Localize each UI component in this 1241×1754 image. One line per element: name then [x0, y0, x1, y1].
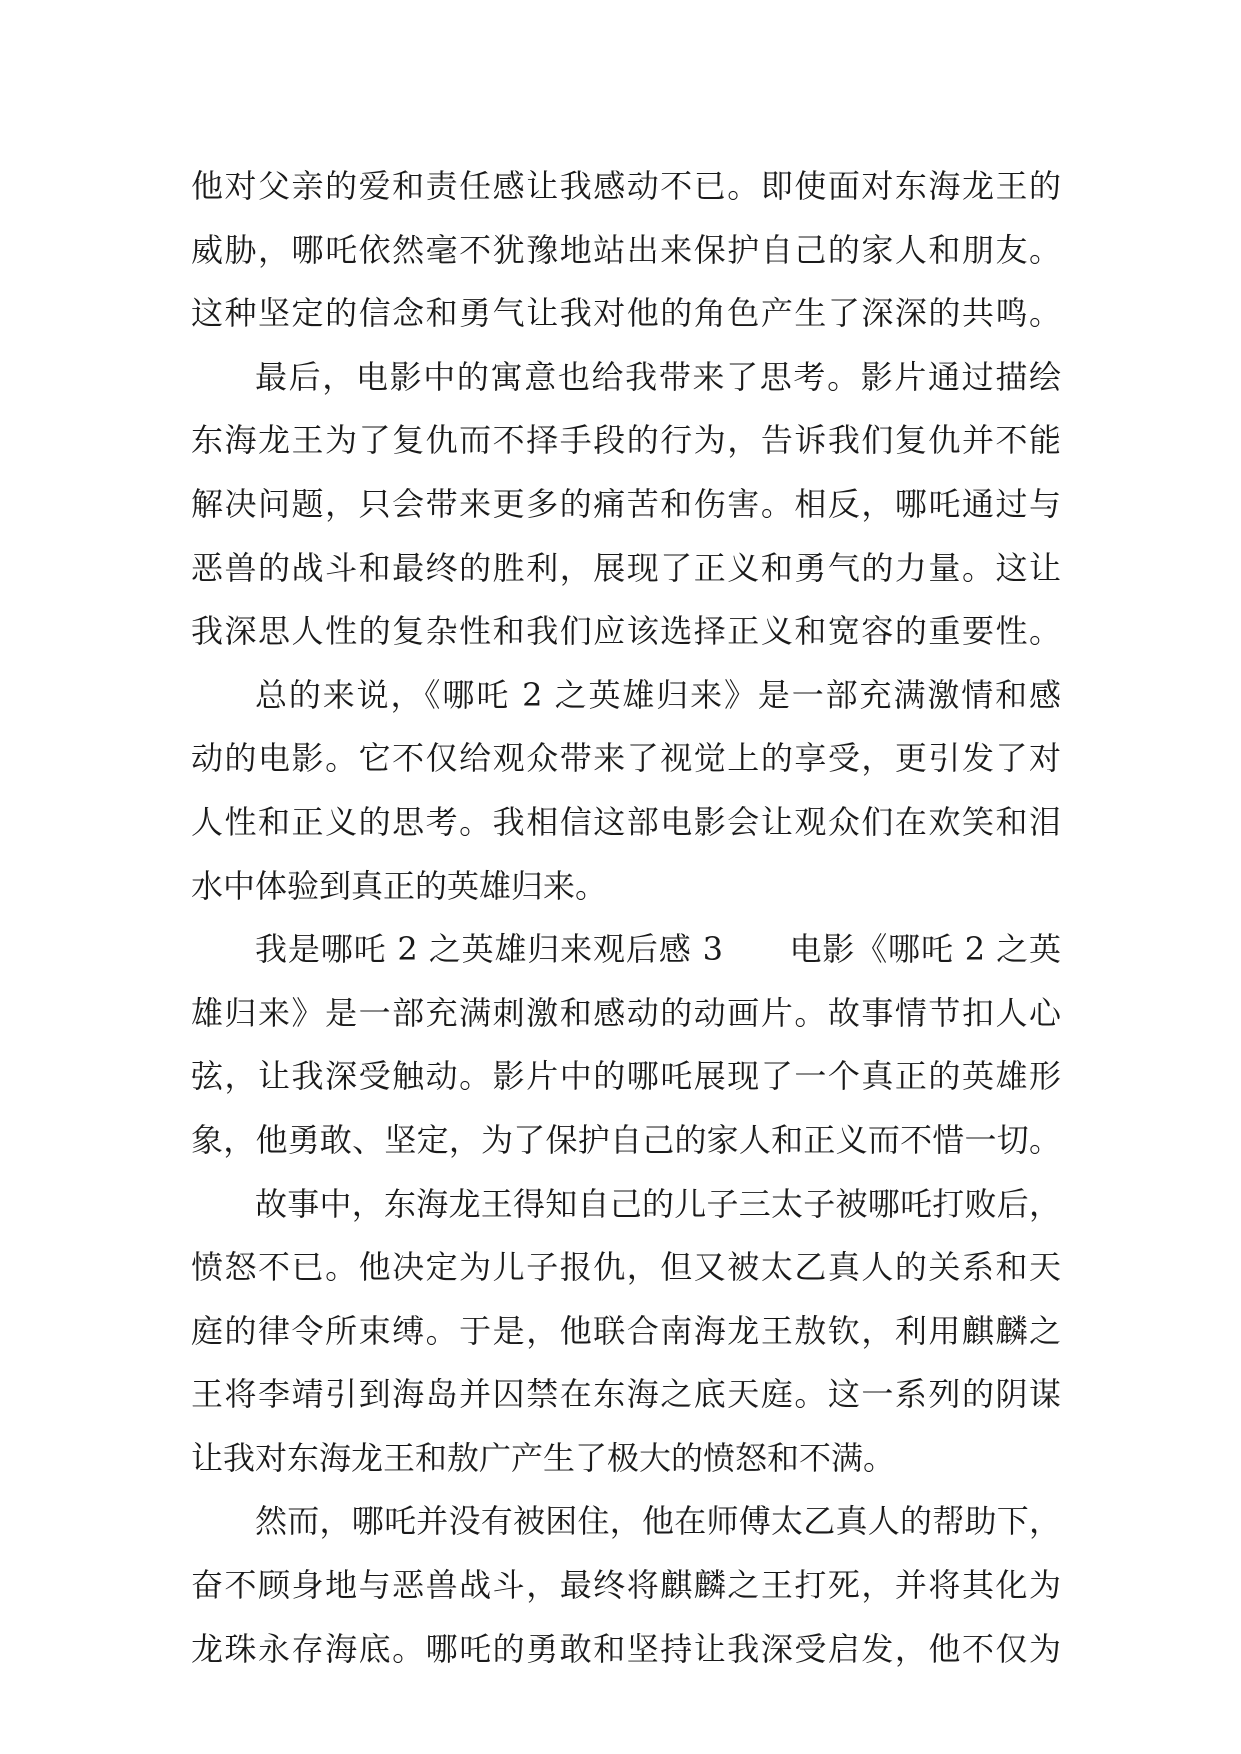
- text-line: 龙珠永存海底。哪吒的勇敢和坚持让我深受启发，他不仅为: [191, 1629, 1061, 1668]
- text-line: 雄归来》是一部充满刺激和感动的动画片。故事情节扣人心: [191, 993, 1061, 1032]
- paragraph-first-line: 总的来说，《哪吒 2 之英雄归来》是一部充满激情和感: [255, 675, 1061, 714]
- paragraph-first-line: 然而，哪吒并没有被困住，他在师傅太乙真人的帮助下，: [255, 1502, 1061, 1541]
- text-line: 威胁，哪吒依然毫不犹豫地站出来保护自己的家人和朋友。: [191, 230, 1061, 269]
- text-line: 弦，让我深受触动。影片中的哪吒展现了一个真正的英雄形: [191, 1057, 1061, 1096]
- paragraph-first-line: 故事中，东海龙王得知自己的儿子三太子被哪吒打败后，: [255, 1184, 1061, 1223]
- text-line: 解决问题，只会带来更多的痛苦和伤害。相反，哪吒通过与: [191, 484, 1061, 523]
- text-line: 王将李靖引到海岛并囚禁在东海之底天庭。这一系列的阴谋: [191, 1375, 1061, 1414]
- body-text: [191, 155, 1061, 1681]
- text-line: 愤怒不已。他决定为儿子报仇，但又被太乙真人的关系和天: [191, 1248, 1061, 1287]
- text-line: 恶兽的战斗和最终的胜利，展现了正义和勇气的力量。这让: [191, 548, 1061, 587]
- paragraph-first-line: 最后，电影中的寓意也给我带来了思考。影片通过描绘: [255, 357, 1061, 396]
- text-line: 这种坚定的信念和勇气让我对他的角色产生了深深的共鸣。: [191, 294, 1061, 333]
- text-line: 他对父亲的爱和责任感让我感动不已。即使面对东海龙王的: [191, 167, 1061, 205]
- text-line: 东海龙王为了复仇而不择手段的行为，告诉我们复仇并不能: [191, 421, 1061, 460]
- paragraph-last-line: 让我对东海龙王和敖广产生了极大的愤怒和不满。: [191, 1438, 896, 1477]
- text-line: 动的电影。它不仅给观众带来了视觉上的享受，更引发了对: [191, 739, 1061, 778]
- text-line: 象，他勇敢、坚定，为了保护自己的家人和正义而不惜一切。: [191, 1120, 1061, 1159]
- text-line: 人性和正义的思考。我相信这部电影会让观众们在欢笑和泪: [191, 802, 1061, 841]
- paragraph-first-line: 我是哪吒 2 之英雄归来观后感 3 电影《哪吒 2 之英: [255, 930, 1061, 969]
- text-line: 我深思人性的复杂性和我们应该选择正义和宽容的重要性。: [191, 612, 1061, 651]
- text-line: 庭的律令所束缚。于是，他联合南海龙王敖钦，利用麒麟之: [191, 1311, 1061, 1350]
- paragraph-last-line: 水中体验到真正的英雄归来。: [191, 866, 608, 905]
- text-line: 奋不顾身地与恶兽战斗，最终将麒麟之王打死，并将其化为: [191, 1566, 1061, 1605]
